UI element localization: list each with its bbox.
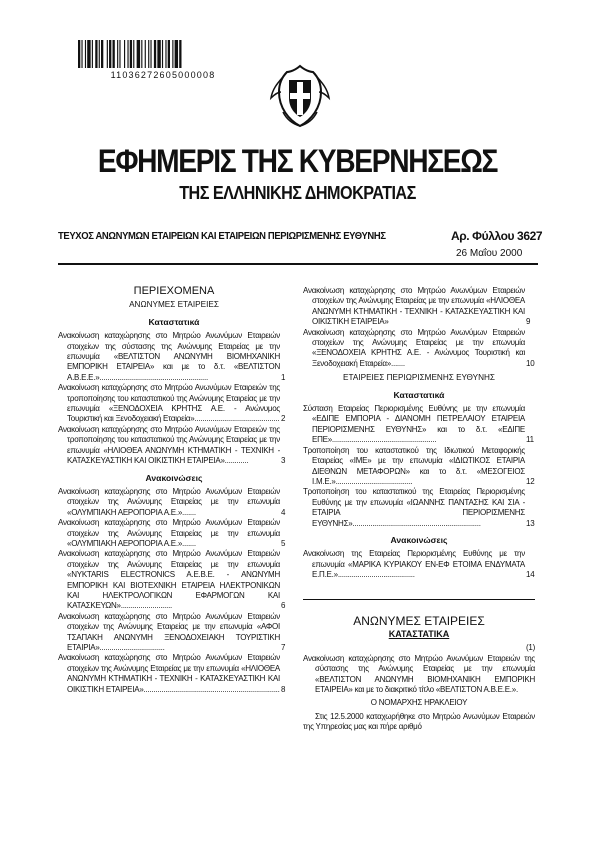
toc-right-column — [303, 286, 535, 733]
toc-left-column — [58, 286, 290, 695]
body-paragraph: Στις 12.5.2000 καταχωρήθηκε στο Μητρώο Ανωνύμων Εταιρειών της Υπηρεσίας μας και πήρε αριθμό — [303, 711, 535, 732]
series-label: ΤΕΥΧΟΣ ΑΝΩΝΥΜΩΝ ΕΤΑΙΡΕΙΩΝ ΚΑΙ ΕΤΑΙΡΕΙΩΝ ΠΕΡΙΩΡΙΣΜΕΝΗΣ ΕΥΘΥΝΗΣ — [58, 230, 386, 242]
toc-entry[interactable]: Τροποποίηση του καταστατικού της Ιδιωτικού Μεταφορικής Εταιρείας «ΙΜΕ» με την επωνυμία «ΙΔΙΩΤΙΚΟΣ ΕΤΑΙΡΙΑ ΔΙΕΘΝΩΝ ΜΕΤΑΦΟΡΩΝ» και το δ.τ. «ΜΕΣΟΓΕΙΟΣ Ι.Μ.Ε.»....................................... 12 — [303, 445, 535, 486]
article-number: (1) — [525, 643, 535, 653]
body-subheading: ΚΑΤΑΣΤΑΤΙΚΑ — [388, 628, 450, 639]
body-heading: ΑΝΩΝΥΜΕΣ ΕΤΑΙΡΕΙΕΣ — [353, 613, 485, 628]
toc-section-ae: ΑΝΩΝΥΜΕΣ ΕΤΑΙΡΕΙΕΣ — [129, 300, 219, 310]
toc-entry-text: Ανακοίνωση καταχώρησης στο Μητρώο Ανωνύμων Εταιρειών της τροποποίησης του καταστατικού της Ανώνυμης Εταιρείας με την επωνυμία «ΞΕΝΟΔΟΧΕΙΑ ΚΡΗΤΗΣ Α.Ε. - Ανώνυμος Τουριστική και Ξενοδοχειακή Εταιρεία»........................................... — [58, 383, 280, 424]
toc-entry[interactable]: Τροποποίηση του καταστατικού της Εταιρείας Περιορισμένης Ευθύνης με την επωνυμία «ΙΩΑΝΝΗΣ ΠΑΝΤΑΣΗΣ ΚΑΙ ΣΙΑ - ΕΤΑΙΡΙΑ ΠΕΡΙΟΡΙΣΜΕΝΗΣ ΕΥΘΥΝΗΣ»................................................................. 13 — [303, 487, 535, 528]
toc-entry[interactable]: Σύσταση Εταιρείας Περιορισμένης Ευθύνης με την επωνυμία «ΕΔΙΠΕ ΕΜΠΟΡΙΑ - ΔΙΑΝΟΜΗ ΠΕΤΡΕΛΑΙΟΥ ΕΤΑΙΡΕΙΑ ΠΕΡΙΟΡΙΣΜΕΝΗΣ ΕΥΘΥΝΗΣ» και το δ.τ. «ΕΔΙΠΕ ΕΠΕ»..................................................... 11 — [303, 404, 534, 445]
toc-entry-text: Ανακοίνωση καταχώρησης στο Μητρώο Ανωνύμων Εταιρειών στοιχείων της Ανώνυμης Εταιρείας με την επωνυμία «ΟΛΥΜΠΙΑΚΗ ΑΕΡΟΠΟΡΙΑ Α.Ε.»....... — [58, 486, 280, 517]
toc-entry[interactable]: Ανακοίνωση καταχώρησης στο Μητρώο Ανωνύμων Εταιρειών στοιχείων της Ανώνυμης Εταιρείας με την επωνυμία «ΞΕΝΟΔΟΧΕΙΑ ΚΡΗΤΗΣ Α.Ε. - Ανώνυμος Τουριστική και Ξενοδοχειακή Εταιρεία»....... 10 — [303, 327, 535, 368]
toc-entry-text: Ανακοίνωση καταχώρησης στο Μητρώο Ανωνύμων Εταιρειών στοιχείων της σύστασης της Ανώνυμης Εταιρείας με την επωνυμία «ΒΕΛΤΙΣΤΟΝ ΑΝΩΝΥΜΗ ΒΙΟΜΗΧΑΝΙΚΗ ΕΜΠΟΡΙΚΗ ΕΤΑΙΡΕΙΑ» και με το δ.τ. «ΒΕΛΤΙΣΤΟΝ Α.Β.Ε.Ε.»....................................................... — [58, 331, 280, 382]
article-title: Ανακοίνωση καταχώρησης στο Μητρώο Ανωνύμων Εταιρειών της σύστασης της Ανώνυμης Εταιρείας με την επωνυμία «ΒΕΛΤΙΣΤΟΝ ΑΝΩΝΥΜΗ ΒΙΟΜΗΧΑΝΙΚΗ ΕΜΠΟΡΙΚΗ ΕΤΑΙΡΕΙΑ» και με το διακριτικό τίτλο «ΒΕΛΤΙΣΤΟΝ Α.Β.Ε.Ε.». — [303, 653, 535, 694]
toc-section-epe: ΕΤΑΙΡΕΙΕΣ ΠΕΡΙΩΡΙΣΜΕΝΗΣ ΕΥΘΥΝΗΣ — [343, 373, 495, 383]
greek-coat-of-arms-icon — [265, 62, 335, 132]
toc-entry-text: Ανακοίνωση καταχώρησης στο Μητρώο Ανωνύμων Εταιρειών στοιχείων της Ανώνυμης Εταιρείας με την επωνυμία «ΟΛΥΜΠΙΑΚΗ ΑΕΡΟΠΟΡΙΑ Α.Ε.»....... — [58, 518, 280, 548]
toc-entry-text: Ανακοίνωση καταχώρησης στο Μητρώο Ανωνύμων Εταιρειών της τροποποίησης του καταστατικού της Ανώνυμης Εταιρείας με την επωνυμία «ΗΛΙΟΘΕΑ ΑΝΩΝΥΜΗ ΚΤΗΜΑΤΙΚΗ - ΤΕΧΝΙΚΗ - ΚΑΤΑΣΚΕΥΑΣΤΙΚΗ ΚΑΙ ΟΙΚΙΣΤΙΚΗ ΕΤΑΙΡΕΙΑ»............ — [58, 424, 280, 466]
barcode-number: 11036272605000008 — [110, 70, 216, 80]
barcode — [78, 40, 246, 68]
toc-entry[interactable]: Ανακοίνωση καταχώρησης στο Μητρώο Ανωνύμων Εταιρειών στοιχείων της Ανώνυμης Εταιρείας με την επωνυμία «ΟΛΥΜΠΙΑΚΗ ΑΕΡΟΠΟΡΙΑ Α.Ε.»....... 5 — [58, 518, 286, 548]
toc-katastatika-heading: Καταστατικά — [148, 316, 200, 327]
publication-date: 26 Μαΐου 2000 — [456, 248, 523, 259]
toc-entry-text: Ανακοίνωση καταχώρησης στο Μητρώο Ανωνύμων Εταιρειών στοιχείων της Ανώνυμης Εταιρείας με την επωνυμία «ΗΛΙΟΘΕΑ ΑΝΩΝΥΜΗ ΚΤΗΜΑΤΙΚΗ - ΤΕΧΝΙΚΗ - ΚΑΤΑΣΚΕΥΑΣΤΙΚΗ ΚΑΙ ΟΙΚΙΣΤΙΚΗ ΕΤΑΙΡΕΙΑ» — [303, 286, 525, 327]
toc-entry[interactable]: Ανακοίνωση καταχώρησης στο Μητρώο Ανωνύμων Εταιρειών στοιχείων της Ανώνυμης Εταιρείας με την επωνυμία «ΗΛΙΟΘΕΑ ΑΝΩΝΥΜΗ ΚΤΗΜΑΤΙΚΗ - ΤΕΧΝΙΚΗ - ΚΑΤΑΣΚΕΥΑΣΤΙΚΗ ΚΑΙ ΟΙΚΙΣΤΙΚΗ ΕΤΑΙΡΕΙΑ» 9 — [303, 286, 531, 327]
toc-entry-text: Ανακοίνωση καταχώρησης στο Μητρώο Ανωνύμων Εταιρειών στοιχείων της Ανώνυμης Εταιρείας με την επωνυμία «NYKTARIS ELECTRONICS A.E.B.E. - ΑΝΩΝΥΜΗ ΕΜΠΟΡΙΚΗ ΚΑΙ ΒΙΟΤΕΧΝΙΚΗ ΕΤΑΙΡΕΙΑ ΗΛΕΚΤΡΟΝΙΚΩΝ ΚΑΙ ΗΛΕΚΤΡΟΛΟΓΙΚΩΝ ΕΦΑΡΜΟΓΩΝ ΚΑΙ ΚΑΤΑΣΚΕΥΩΝ».......................... — [58, 549, 280, 611]
toc-epe-anakoinoseis-heading: Ανακοινώσεις — [390, 534, 448, 545]
issuer-heading: Ο ΝΟΜΑΡΧΗΣ ΗΡΑΚΛΕΙΟΥ — [370, 698, 468, 708]
toc-entry[interactable]: Ανακοίνωση καταχώρησης στο Μητρώο Ανωνύμων Εταιρειών στοιχείων της Ανώνυμης Εταιρείας με την επωνυμία «ΑΦΟΙ ΤΣΑΠΑΚΗ ΑΝΩΝΥΜΗ ΞΕΝΟΔΟΧΕΙΑΚΗ ΤΟΥΡΙΣΤΙΚΗ ΕΤΑΙΡΙΑ»................................. 7 — [58, 611, 286, 652]
toc-entry-text: Σύσταση Εταιρείας Περιορισμένης Ευθύνης με την επωνυμία «ΕΔΙΠΕ ΕΜΠΟΡΙΑ - ΔΙΑΝΟΜΗ ΠΕΤΡΕΛΑΙΟΥ ΕΤΑΙΡΕΙΑ ΠΕΡΙΟΡΙΣΜΕΝΗΣ ΕΥΘΥΝΗΣ» και το δ.τ. «ΕΔΙΠΕ ΕΠΕ»..................................................... — [303, 404, 525, 445]
toc-entry[interactable]: Ανακοίνωση της Εταιρείας Περιορισμένης Ευθύνης με την επωνυμία «ΜΑΡΙΚΑ ΚΥΡΙΑΚΟΥ ΕΝ-ΕΦ ΕΤΟΙΜΑ ΕΝΔΥΜΑΤΑ Ε.Π.Ε.»....................................... 14 — [303, 549, 535, 580]
toc-entry-text: Τροποποίηση του καταστατικού της Εταιρείας Περιορισμένης Ευθύνης με την επωνυμία «ΙΩΑΝΝΗΣ ΠΑΝΤΑΣΗΣ ΚΑΙ ΣΙΑ - ΕΤΑΙΡΙΑ ΠΕΡΙΟΡΙΣΜΕΝΗΣ ΕΥΘΥΝΗΣ»................................................................. — [303, 487, 525, 528]
toc-entry[interactable]: Ανακοίνωση καταχώρησης στο Μητρώο Ανωνύμων Εταιρειών της τροποποίησης του καταστατικού της Ανώνυμης Εταιρείας με την επωνυμία «ΗΛΙΟΘΕΑ ΑΝΩΝΥΜΗ ΚΤΗΜΑΤΙΚΗ - ΤΕΧΝΙΚΗ - ΚΑΤΑΣΚΕΥΑΣΤΙΚΗ ΚΑΙ ΟΙΚΙΣΤΙΚΗ ΕΤΑΙΡΕΙΑ»............ 3 — [58, 424, 286, 466]
toc-entry[interactable]: Ανακοίνωση καταχώρησης στο Μητρώο Ανωνύμων Εταιρειών στοιχείων της Ανώνυμης Εταιρείας με την επωνυμία «ΟΛΥΜΠΙΑΚΗ ΑΕΡΟΠΟΡΙΑ Α.Ε.»....... 4 — [58, 486, 286, 517]
toc-epe-katastatika-heading: Καταστατικά — [393, 389, 445, 400]
toc-entry-text: Τροποποίηση του καταστατικού της Ιδιωτικού Μεταφορικής Εταιρείας «ΙΜΕ» με την επωνυμία «ΙΔΙΩΤΙΚΟΣ ΕΤΑΙΡΙΑ ΔΙΕΘΝΩΝ ΜΕΤΑΦΟΡΩΝ» και το δ.τ. «ΜΕΣΟΓΕΙΟΣ Ι.Μ.Ε.»....................................... — [303, 445, 525, 486]
header-rule — [58, 263, 538, 265]
toc-title: ΠΕΡΙΕΧΟΜΕΝΑ — [133, 285, 215, 297]
gazette-subtitle: ΤΗΣ ΕΛΛΗΝΙΚΗΣ ΔΗΜΟΚΡΑΤΙΑΣ — [179, 183, 416, 203]
toc-entry[interactable]: Ανακοίνωση καταχώρησης στο Μητρώο Ανωνύμων Εταιρειών στοιχείων της σύστασης της Ανώνυμης Εταιρείας με την επωνυμία «ΒΕΛΤΙΣΤΟΝ ΑΝΩΝΥΜΗ ΒΙΟΜΗΧΑΝΙΚΗ ΕΜΠΟΡΙΚΗ ΕΤΑΙΡΕΙΑ» και με το δ.τ. «ΒΕΛΤΙΣΤΟΝ Α.Β.Ε.Ε.»....................................................... 1 — [58, 331, 286, 382]
gazette-title: ΕΦΗΜΕΡΙΣ ΤΗΣ ΚΥΒΕΡΝΗΣΕΩΣ — [97, 143, 498, 179]
toc-entry-text: Ανακοίνωση της Εταιρείας Περιορισμένης Ευθύνης με την επωνυμία «ΜΑΡΙΚΑ ΚΥΡΙΑΚΟΥ ΕΝ-ΕΦ ΕΤΟΙΜΑ ΕΝΔΥΜΑΤΑ Ε.Π.Ε.»....................................... — [303, 549, 525, 580]
toc-entry[interactable]: Ανακοίνωση καταχώρησης στο Μητρώο Ανωνύμων Εταιρειών της τροποποίησης του καταστατικού της Ανώνυμης Εταιρείας με την επωνυμία «ΞΕΝΟΔΟΧΕΙΑ ΚΡΗΤΗΣ Α.Ε. - Ανώνυμος Τουριστική και Ξενοδοχειακή Εταιρεία»........................................... 2 — [58, 383, 286, 424]
toc-entry-text: Ανακοίνωση καταχώρησης στο Μητρώο Ανωνύμων Εταιρειών στοιχείων της Ανώνυμης Εταιρείας με την επωνυμία «ΞΕΝΟΔΟΧΕΙΑ ΚΡΗΤΗΣ Α.Ε. - Ανώνυμος Τουριστική και Ξενοδοχειακή Εταιρεία»....... — [303, 327, 525, 368]
toc-entry[interactable]: Ανακοίνωση καταχώρησης στο Μητρώο Ανωνύμων Εταιρειών στοιχείων της Ανώνυμης Εταιρείας με την επωνυμία «NYKTARIS ELECTRONICS A.E.B.E. - ΑΝΩΝΥΜΗ ΕΜΠΟΡΙΚΗ ΚΑΙ ΒΙΟΤΕΧΝΙΚΗ ΕΤΑΙΡΕΙΑ ΗΛΕΚΤΡΟΝΙΚΩΝ ΚΑΙ ΗΛΕΚΤΡΟΛΟΓΙΚΩΝ ΕΦΑΡΜΟΓΩΝ ΚΑΙ ΚΑΤΑΣΚΕΥΩΝ».......................... 6 — [58, 549, 286, 611]
toc-entry-text: Ανακοίνωση καταχώρησης στο Μητρώο Ανωνύμων Εταιρειών στοιχείων της Ανώνυμης Εταιρείας με την επωνυμία «ΗΛΙΟΘΕΑ ΑΝΩΝΥΜΗ ΚΤΗΜΑΤΙΚΗ - ΤΕΧΝΙΚΗ - ΚΑΤΑΣΚΕΥΑΣΤΙΚΗ ΚΑΙ ΟΙΚΙΣΤΙΚΗ ΕΤΑΙΡΕΙΑ»..................................................................... — [58, 653, 280, 694]
toc-anakoinoseis-heading: Ανακοινώσεις — [145, 472, 203, 483]
toc-entry-text: Ανακοίνωση καταχώρησης στο Μητρώο Ανωνύμων Εταιρειών στοιχείων της Ανώνυμης Εταιρείας με την επωνυμία «ΑΦΟΙ ΤΣΑΠΑΚΗ ΑΝΩΝΥΜΗ ΞΕΝΟΔΟΧΕΙΑΚΗ ΤΟΥΡΙΣΤΙΚΗ ΕΤΑΙΡΙΑ»................................. — [58, 611, 280, 652]
section-divider — [303, 599, 535, 600]
toc-entry[interactable]: Ανακοίνωση καταχώρησης στο Μητρώο Ανωνύμων Εταιρειών στοιχείων της Ανώνυμης Εταιρείας με την επωνυμία «ΗΛΙΟΘΕΑ ΑΝΩΝΥΜΗ ΚΤΗΜΑΤΙΚΗ - ΤΕΧΝΙΚΗ - ΚΑΤΑΣΚΕΥΑΣΤΙΚΗ ΚΑΙ ΟΙΚΙΣΤΙΚΗ ΕΤΑΙΡΕΙΑ»..................................................................... 8 — [58, 653, 286, 694]
sheet-number: Αρ. Φύλλου 3627 — [451, 229, 543, 243]
